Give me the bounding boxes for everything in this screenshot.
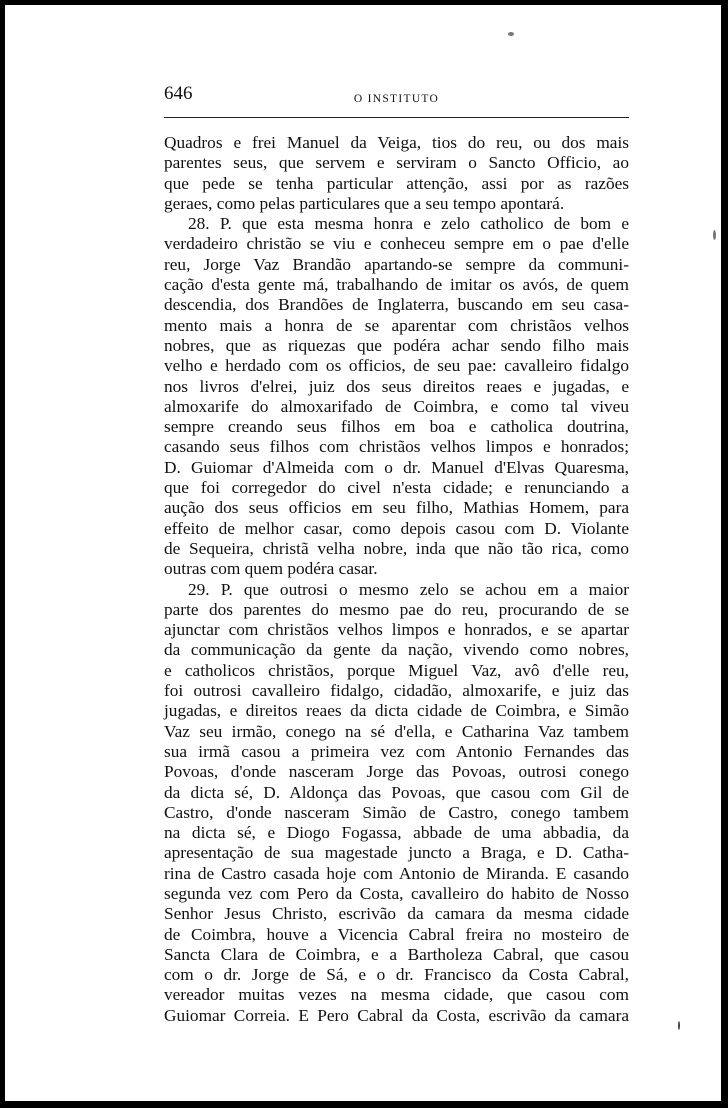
text-line: velho e herdado com os officios, de seu pae: cavalleiro fidalgo bbox=[164, 356, 629, 376]
running-title: O INSTITUTO bbox=[353, 93, 440, 105]
text-line: Quadros e frei Manuel da Veiga, tios do reu, ou dos mais bbox=[164, 133, 629, 152]
text-line: almoxarife do almoxarifado de Coimbra, e como tal viveu bbox=[164, 396, 629, 416]
text-line: Senhor Jesus Christo, escrivão da camara da mesma cidade bbox=[164, 904, 629, 924]
text-line: cação d'esta gente má, trabalhando de imitar os avós, de quem bbox=[164, 275, 629, 295]
body-text bbox=[164, 133, 629, 1026]
scan-speck bbox=[678, 1021, 680, 1030]
text-line: outras com quem podéra casar. bbox=[164, 559, 378, 579]
text-line: foi outrosi cavalleiro fidalgo, cidadão, almoxarife, e juiz das bbox=[164, 681, 629, 701]
text-line: ajunctar com christãos velhos limpos e honrados, e se apartar bbox=[164, 620, 629, 640]
text-line: D. Guiomar d'Almeida com o dr. Manuel d'Elvas Quaresma, bbox=[164, 457, 629, 477]
text-line: com o dr. Jorge de Sá, e o dr. Francisco da Costa Cabral, bbox=[164, 965, 629, 985]
scanned-page bbox=[5, 5, 721, 1101]
text-line: mento mais a honra de se aparentar com christãos velhos bbox=[164, 315, 629, 335]
text-line: que pede se tenha particular attenção, assi por as razões bbox=[164, 173, 629, 193]
text-line: 29. P. que outrosi o mesmo zelo se achou em a maior bbox=[188, 579, 629, 599]
text-line: sua irmã casou a primeira vez com Antonio Fernandes das bbox=[164, 741, 629, 761]
text-line: parte dos parentes do mesmo pae do reu, procurando de se bbox=[164, 599, 629, 619]
text-line: Povoas, d'onde nasceram Jorge das Povoas, outrosi conego bbox=[164, 762, 629, 782]
text-line: rina de Castro casada hoje com Antonio de Miranda. E casando bbox=[164, 863, 629, 883]
page-number: 646 bbox=[164, 83, 193, 104]
text-line: na dicta sé, e Diogo Fogassa, abbade de uma abbadia, da bbox=[164, 823, 629, 843]
text-line: geraes, como pelas particulares que a seu tempo apontará. bbox=[164, 193, 565, 213]
scan-speck bbox=[508, 32, 514, 36]
text-line: Sancta Clara de Coimbra, e a Bartholeza Cabral, que casou bbox=[164, 944, 629, 964]
text-line: e catholicos christãos, porque Miguel Vaz, avô d'elle reu, bbox=[164, 660, 629, 680]
text-line: Castro, d'onde nasceram Simão de Castro, conego tambem bbox=[164, 802, 629, 822]
text-line: segunda vez com Pero da Costa, cavalleiro do habito de Nosso bbox=[164, 883, 629, 903]
text-line: apresentação de sua magestade juncto a Braga, e D. Catha- bbox=[164, 843, 629, 863]
text-line: da dicta sé, D. Aldonça das Povoas, que casou com Gil de bbox=[164, 782, 629, 802]
text-line: effeito de melhor casar, como depois casou com D. Violante bbox=[164, 518, 629, 538]
text-line: jugadas, e direitos reaes da dicta cidade de Coimbra, e Simão bbox=[164, 701, 629, 721]
text-line: Guiomar Correia. E Pero Cabral da Costa, escrivão da camara bbox=[164, 1005, 629, 1025]
text-line: verdadeiro christão se viu e conheceu sempre em o pae d'elle bbox=[164, 234, 629, 254]
text-line: sempre creando seus filhos em boa e catholica doutrina, bbox=[164, 417, 629, 437]
text-line: que foi corregedor do civel n'esta cidade; e renunciando a bbox=[164, 478, 629, 498]
text-line: reu, Jorge Vaz Brandão apartando-se sempre da communi- bbox=[164, 254, 629, 274]
text-line: nobres, que as riquezas que podéra achar sendo filho mais bbox=[164, 335, 629, 355]
text-line: 28. P. que esta mesma honra e zelo catholico de bom e bbox=[188, 214, 629, 234]
text-line: Vaz seu irmão, conego na sé d'ella, e Catharina Vaz tambem bbox=[164, 721, 629, 741]
text-line: aução dos seus officios em seu filho, Mathias Homem, para bbox=[164, 498, 629, 518]
scan-speck bbox=[713, 230, 716, 240]
text-line: da communicação da gente da nação, vivendo como nobres, bbox=[164, 640, 629, 660]
page-header bbox=[164, 83, 629, 118]
text-line: de Coimbra, houve a Vicencia Cabral freira no mosteiro de bbox=[164, 924, 629, 944]
text-line: descendia, dos Brandões de Inglaterra, buscando em seu casa- bbox=[164, 295, 629, 315]
text-line: parentes seus, que servem e serviram o Sancto Officio, ao bbox=[164, 153, 629, 173]
text-line: vereador muitas vezes na mesma cidade, que casou com bbox=[164, 985, 629, 1005]
text-line: casando seus filhos com christãos velhos limpos e honrados; bbox=[164, 437, 629, 457]
text-line: nos livros d'elrei, juiz dos seus direitos reaes e jugadas, e bbox=[164, 376, 629, 396]
text-line: de Sequeira, christã velha nobre, inda que não tão rica, como bbox=[164, 538, 629, 558]
